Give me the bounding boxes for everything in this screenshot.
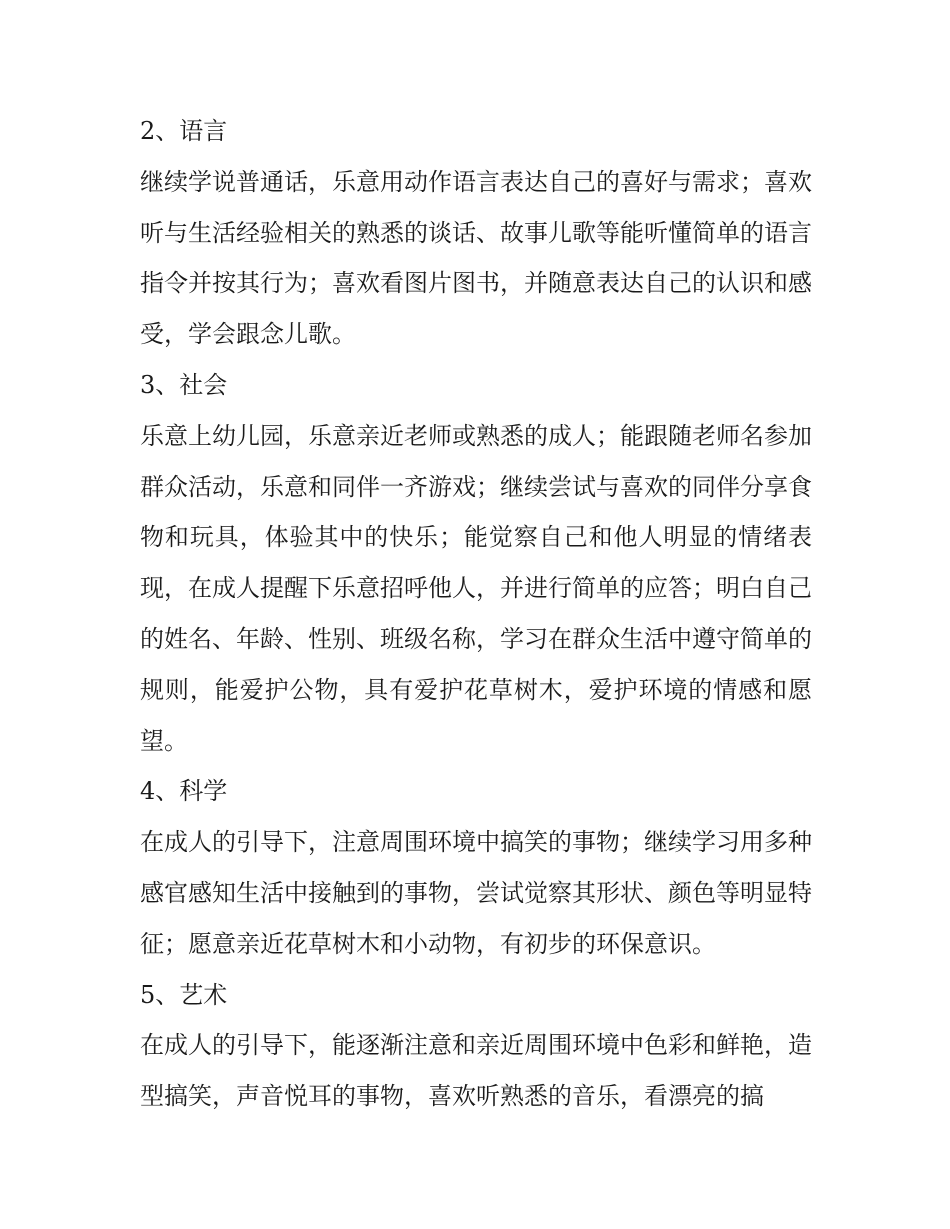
section-paragraph: 继续学说普通话，乐意用动作语言表达自己的喜好与需求；喜欢听与生活经验相关的熟悉的谈话、故事儿歌等能听懂简单的语言指令并按其行为；喜欢看图片图书，并随意表达自己的认识和感受，学会跟念儿歌。 (140, 167, 812, 349)
section-paragraph: 在成人的引导下，注意周围环境中搞笑的事物；继续学习用多种感官感知生活中接触到的事物，尝试觉察其形状、颜色等明显特征；愿意亲近花草树木和小动物，有初步的环保意识。 (140, 828, 812, 958)
section-society (140, 360, 812, 766)
section-art (140, 970, 812, 1122)
document-body (140, 106, 812, 1122)
section-heading: 2、语言 (140, 117, 228, 145)
section-heading: 3、社会 (140, 370, 228, 399)
section-paragraph: 乐意上幼儿园，乐意亲近老师或熟悉的成人；能跟随老师名参加群众活动，乐意和同伴一齐游戏；继续尝试与喜欢的同伴分享食物和玩具，体验其中的快乐；能觉察自己和他人明显的情绪表现，在成人提醒下乐意招呼他人，并进行简单的应答；明白自己的姓名、年龄、性别、班级名称，学习在群众生活中遵守简单的规则，能爱护公物，具有爱护花草树木，爱护环境的情感和愿望。 (140, 421, 812, 755)
section-paragraph: 在成人的引导下，能逐渐注意和亲近周围环境中色彩和鲜艳，造型搞笑，声音悦耳的事物，喜欢听熟悉的音乐，看漂亮的搞 (140, 1031, 812, 1111)
section-science (140, 766, 812, 969)
section-heading: 5、艺术 (140, 980, 228, 1009)
section-language (140, 106, 812, 360)
section-heading: 4、科学 (140, 777, 228, 806)
